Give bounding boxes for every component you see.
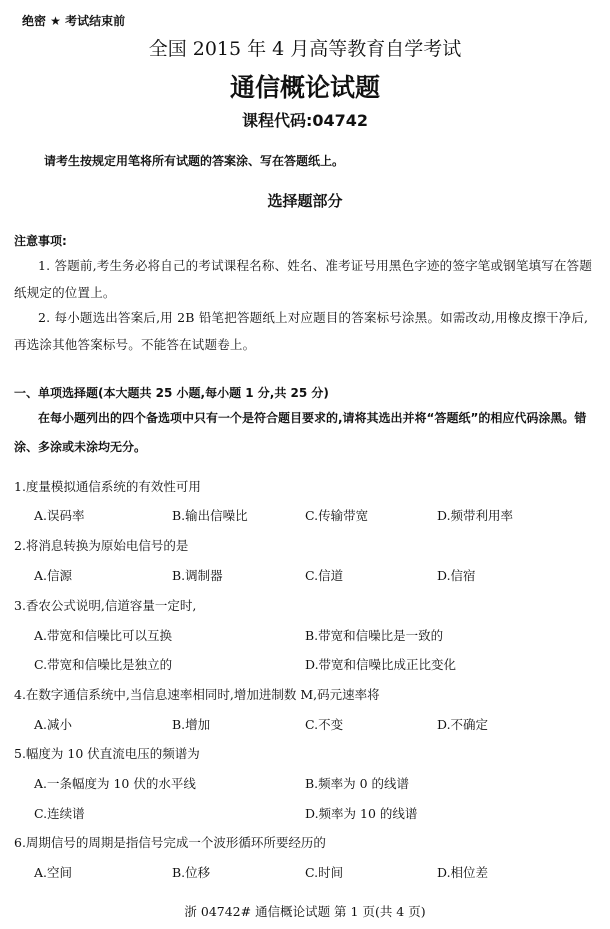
option-b: B.频率为 0 的线谱 — [305, 776, 410, 791]
option-b: B.调制器 — [172, 568, 223, 583]
option-a: A.误码率 — [34, 508, 85, 523]
secret-label: 绝密 ★ 考试结束前 — [22, 14, 126, 28]
section-title: 选择题部分 — [267, 192, 343, 210]
option-a: A.带宽和信噪比可以互换 — [34, 628, 173, 643]
question-stem: 5.幅度为 10 伏直流电压的频谱为 — [14, 746, 200, 761]
option-d: D.相位差 — [437, 865, 489, 880]
page-footer: 浙 04742# 通信概论试题 第 1 页(共 4 页) — [184, 904, 426, 919]
option-c: C.不变 — [305, 717, 344, 732]
option-d: D.不确定 — [437, 717, 489, 732]
option-d: D.信宿 — [437, 568, 476, 583]
option-b: B.输出信噪比 — [172, 508, 248, 523]
option-a: A.一条幅度为 10 伏的水平线 — [34, 776, 196, 791]
option-c: C.带宽和信噪比是独立的 — [34, 657, 173, 672]
option-a: A.减小 — [34, 717, 73, 732]
option-b: B.增加 — [172, 717, 211, 732]
note-item-1: 1. 答题前,考生务必将自己的考试课程名称、姓名、准考证号用黑色字迹的签字笔或钢笔填写在答题纸规定的位置上。 — [14, 258, 593, 300]
exam-title: 全国 2015 年 4 月高等教育自学考试 — [148, 38, 462, 60]
part-description: 在每小题列出的四个备选项中只有一个是符合题目要求的,请将其选出并将“答题纸”的相应代码涂黑。错涂、多涂或未涂均无分。 — [14, 411, 587, 454]
option-b: B.带宽和信噪比是一致的 — [305, 628, 444, 643]
option-a: A.空间 — [34, 865, 73, 880]
question-stem: 3.香农公式说明,信道容量一定时, — [14, 598, 197, 613]
option-c: C.时间 — [305, 865, 344, 880]
question-stem: 4.在数字通信系统中,当信息速率相同时,增加进制数 M,码元速率将 — [14, 687, 380, 702]
question-stem: 1.度量模拟通信系统的有效性可用 — [14, 479, 201, 494]
question-stem: 2.将消息转换为原始电信号的是 — [14, 538, 189, 553]
option-d: D.频带利用率 — [437, 508, 514, 523]
option-d: D.带宽和信噪比成正比变化 — [305, 657, 457, 672]
question-stem: 6.周期信号的周期是指信号完成一个波形循环所要经历的 — [14, 835, 326, 850]
option-d: D.频率为 10 的线谱 — [305, 806, 418, 821]
option-c: C.传输带宽 — [305, 508, 369, 523]
answer-instruction: 请考生按规定用笔将所有试题的答案涂、写在答题纸上。 — [44, 154, 345, 168]
subject-title: 通信概论试题 — [229, 73, 380, 102]
note-item-2: 2. 每小题选出答案后,用 2B 铅笔把答题纸上对应题目的答案标号涂黑。如需改动,用橡皮擦干净后,再选涂其他答案标号。不能答在试题卷上。 — [14, 310, 589, 352]
notes-heading: 注意事项: — [14, 234, 67, 248]
part-heading: 一、单项选择题(本大题共 25 小题,每小题 1 分,共 25 分) — [14, 386, 329, 400]
option-c: C.信道 — [305, 568, 344, 583]
option-c: C.连续谱 — [34, 806, 85, 821]
option-a: A.信源 — [34, 568, 73, 583]
course-code: 课程代码:04742 — [241, 111, 369, 130]
option-b: B.位移 — [172, 865, 211, 880]
